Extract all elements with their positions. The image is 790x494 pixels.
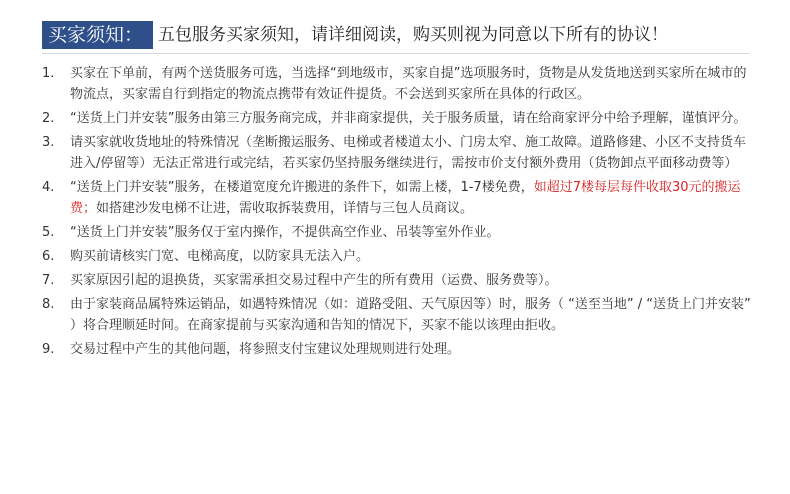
term-text — [70, 177, 752, 219]
term-text: 交易过程中产生的其他问题，将参照支付宝建议处理规则进行处理。 — [70, 342, 461, 357]
term-number: 6. — [42, 249, 55, 264]
term-item-5 — [42, 222, 752, 243]
term-item-9 — [42, 339, 752, 360]
term-text-part: “送货上门并安装”服务，在楼道宽度允许搬进的条件下，如需上楼，1-7楼免费， — [70, 180, 534, 195]
term-item-4 — [42, 177, 752, 219]
term-text: 购买前请核实门宽、电梯高度，以防家具无法入户。 — [70, 249, 370, 264]
term-item-1 — [42, 63, 752, 105]
term-number: 8. — [42, 297, 55, 312]
term-number: 2. — [42, 111, 55, 126]
term-text: “送货上门并安装”服务由第三方服务商完成，并非商家提供，关于服务质量，请在给商家评分中给予理解，谨慎评分。 — [70, 111, 747, 126]
term-text: 由于家装商品属特殊运销品，如遇特殊情况（如：道路受阻、天气原因等）时，服务（ “送至当地” / “送货上门并安装” ）将合理顺延时间。在商家提前与买家沟通和告知的情况下，买家不能以该理由拒收。 — [70, 297, 751, 333]
term-number: 9. — [42, 342, 55, 357]
term-text: “送货上门并安装”服务仅于室内操作，不提供高空作业、吊装等室外作业。 — [70, 225, 500, 240]
header-divider — [42, 53, 749, 54]
term-number: 1. — [42, 66, 55, 81]
term-text: 请买家就收货地址的特殊情况（垄断搬运服务、电梯或者楼道太小、门房太窄、施工故障。道路修建、小区不支持货车进入/停留等）无法正常进行或完结，若买家仍坚持服务继续进行，需按市价支付额外费用（货物卸点平面移动费等） — [70, 135, 747, 171]
term-text: 买家在下单前，有两个送货服务可选，当选择“到地级市，买家自提”选项服务时，货物是从发货地送到买家所在城市的物流点，买家需自行到指定的物流点携带有效证件提货。不会送到买家所在具体的行政区。 — [70, 66, 747, 102]
term-number: 4. — [42, 180, 55, 195]
highlight-text: 如超过7楼每层每件收取30元的搬运费； — [70, 180, 741, 216]
terms-list — [42, 63, 752, 363]
term-text: 买家原因引起的退换货，买家需承担交易过程中产生的所有费用（运费、服务费等）。 — [70, 273, 558, 288]
page-title: 五包服务买家须知，请详细阅读，购买则视为同意以下所有的协议！ — [158, 25, 668, 45]
term-number: 3. — [42, 135, 55, 150]
term-item-7 — [42, 270, 752, 291]
term-item-8 — [42, 294, 752, 336]
notice-badge: 买家须知： — [42, 21, 153, 49]
term-number: 7. — [42, 273, 55, 288]
term-item-6 — [42, 246, 752, 267]
term-item-3 — [42, 132, 752, 174]
term-text-part: 如搭建沙发电梯不让进，需收取拆装费用，详情与三包人员商议。 — [96, 201, 474, 216]
term-item-2 — [42, 108, 752, 129]
header — [42, 18, 749, 52]
term-number: 5. — [42, 225, 55, 240]
